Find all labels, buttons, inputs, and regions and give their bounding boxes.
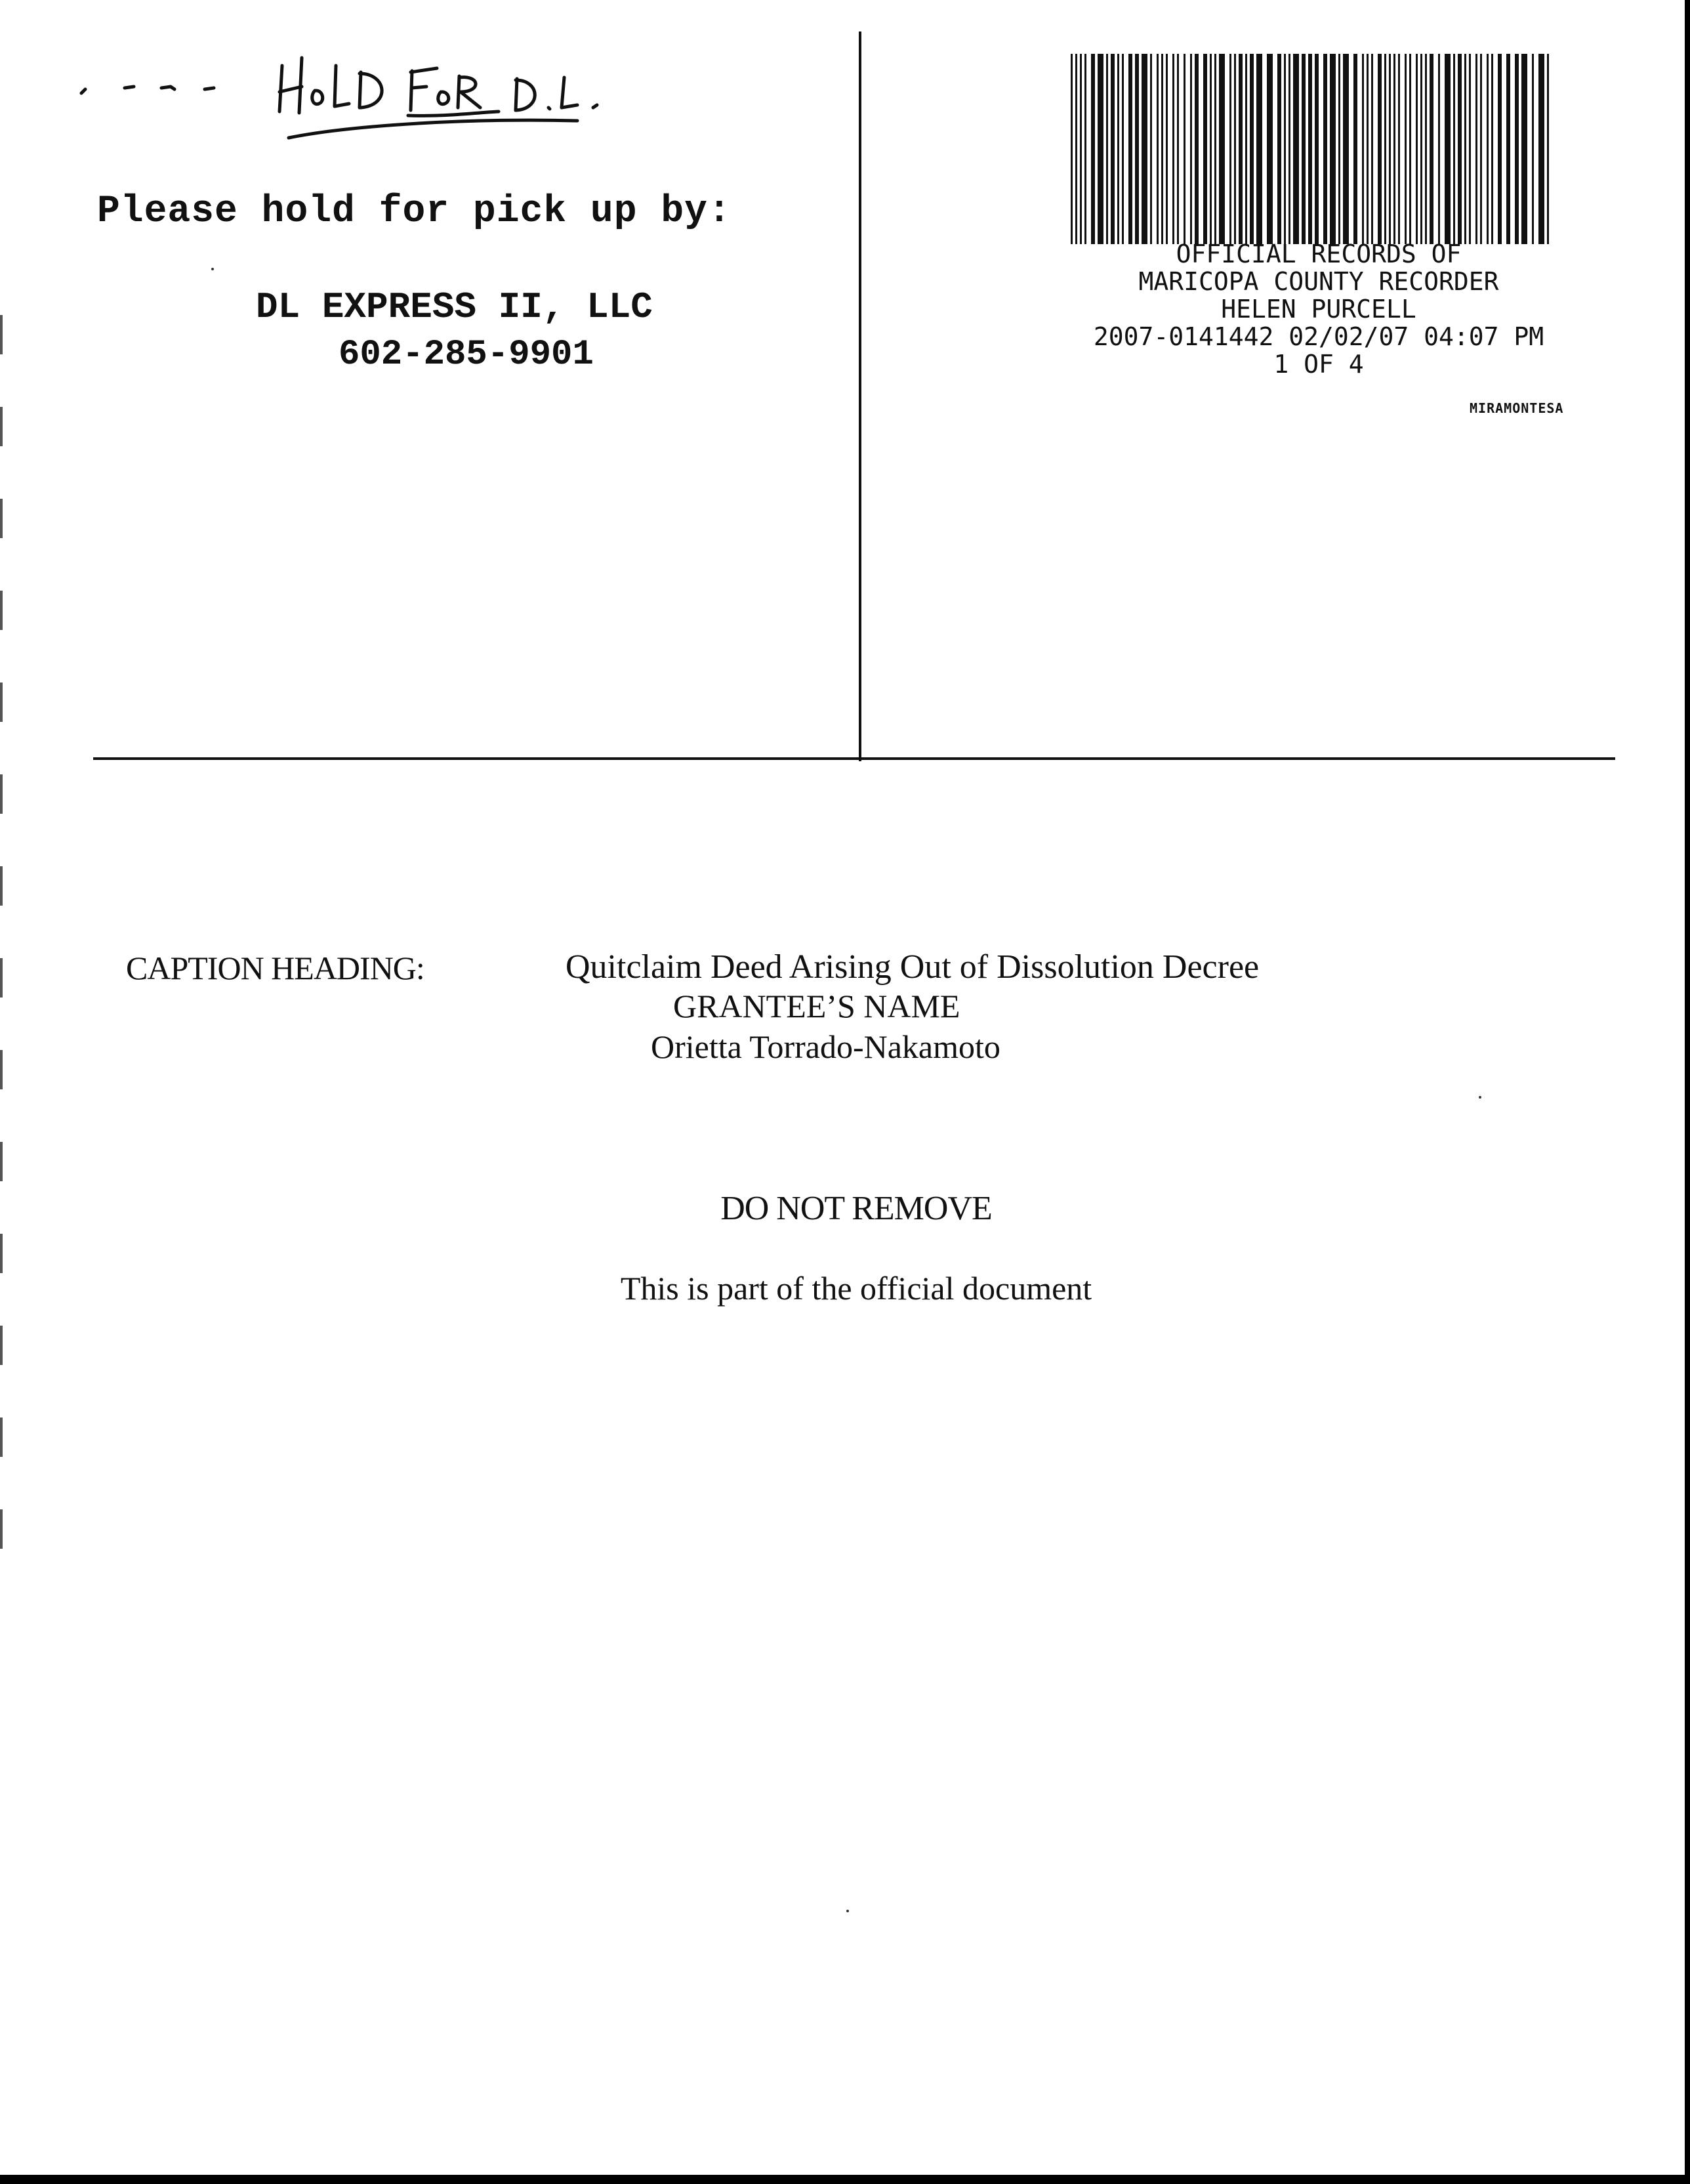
scan-edge-left-marks <box>0 315 3 1562</box>
barcode-bar <box>1475 54 1477 244</box>
barcode-bar <box>1091 54 1095 244</box>
official-document-note: This is part of the official document <box>620 1270 1092 1307</box>
barcode-bar <box>1150 54 1152 244</box>
recorder-stamp <box>1023 240 1614 378</box>
company-phone: 602-285-9901 <box>339 335 594 375</box>
barcode-bar <box>1166 54 1168 244</box>
barcode-bar <box>1343 54 1349 244</box>
barcode-bar <box>1521 54 1527 244</box>
recorder-line-page-count: 1 OF 4 <box>1273 350 1364 379</box>
barcode-bar <box>1469 54 1471 244</box>
barcode-bar <box>1515 54 1519 244</box>
do-not-remove-notice: DO NOT REMOVE <box>720 1190 992 1227</box>
hold-for-pickup-label: Please hold for pick up by: <box>97 190 732 233</box>
barcode-bar <box>1293 54 1299 244</box>
barcode-bar <box>1302 54 1306 244</box>
barcode-bar <box>1157 54 1159 244</box>
barcode-bar <box>1425 54 1427 244</box>
barcode-bar <box>1234 54 1236 244</box>
barcode-bar <box>1458 54 1462 244</box>
barcode-bar <box>1532 54 1534 244</box>
barcode-bar <box>1315 54 1319 244</box>
barcode-bar <box>1491 54 1493 244</box>
barcode-bar <box>1172 54 1174 244</box>
barcode-bar <box>1284 54 1286 244</box>
barcode-bar <box>1084 54 1086 244</box>
barcode-bar <box>1190 54 1192 244</box>
barcode-bar <box>1338 54 1340 244</box>
recorder-line-county: MARICOPA COUNTY RECORDER <box>1138 267 1499 296</box>
horizontal-divider <box>93 757 1615 760</box>
scan-speck <box>1479 1096 1481 1099</box>
barcode-bar <box>1389 54 1391 244</box>
barcode-bar <box>1498 54 1502 244</box>
recording-barcode <box>1071 54 1550 244</box>
caption-title: Quitclaim Deed Arising Out of Dissolution Decree <box>566 948 1260 986</box>
barcode-bar <box>1184 54 1185 244</box>
barcode-bar <box>1203 54 1207 244</box>
barcode-bar <box>1464 54 1466 244</box>
barcode-bar <box>1177 54 1179 244</box>
barcode-bar <box>1098 54 1103 244</box>
barcode-bar <box>1117 54 1119 244</box>
barcode-bar <box>1362 54 1364 244</box>
barcode-bar <box>1288 54 1290 244</box>
barcode-bar <box>1161 54 1163 244</box>
barcode-bar <box>1378 54 1382 244</box>
barcode-bar <box>1547 54 1549 244</box>
barcode-bar <box>1330 54 1336 244</box>
recorder-line-record-number: 2007-0141442 02/02/07 04:07 PM <box>1093 322 1544 351</box>
barcode-bar <box>1250 54 1254 244</box>
barcode-bar <box>1277 54 1281 244</box>
scan-edge-right <box>1685 0 1690 2184</box>
barcode-bar <box>1371 54 1373 244</box>
barcode-bar <box>1420 54 1422 244</box>
barcode-bar <box>1409 54 1411 244</box>
vertical-divider <box>859 32 861 761</box>
barcode-bar <box>1195 54 1199 244</box>
scan-speck <box>846 1910 849 1912</box>
scan-edge-bottom <box>0 2175 1690 2184</box>
barcode-bar <box>1245 54 1247 244</box>
barcode-bar <box>1256 54 1262 244</box>
barcode-bar <box>1210 54 1212 244</box>
barcode-bar <box>1353 54 1357 244</box>
barcode-bar <box>1438 54 1440 244</box>
barcode-bar <box>1111 54 1115 244</box>
barcode-bar <box>1453 54 1455 244</box>
barcode-bar <box>1308 54 1312 244</box>
barcode-bar <box>1480 54 1482 244</box>
barcode-bar <box>1393 54 1395 244</box>
barcode-bar <box>1128 54 1132 244</box>
barcode-bar <box>1367 54 1369 244</box>
barcode-bar <box>1398 54 1400 244</box>
barcode-bar <box>1135 54 1139 244</box>
grantee-name: Orietta Torrado-Nakamoto <box>651 1028 1000 1065</box>
barcode-bar <box>1430 54 1433 244</box>
barcode-bar <box>1538 54 1544 244</box>
barcode-bar <box>1416 54 1418 244</box>
recorder-line-official: OFFICIAL RECORDS OF <box>1176 240 1462 268</box>
barcode-bar <box>1267 54 1273 244</box>
barcode-bar <box>1080 54 1082 244</box>
barcode-bar <box>1214 54 1216 244</box>
barcode-bar <box>1122 54 1124 244</box>
barcode-bar <box>1106 54 1108 244</box>
barcode-bar <box>1323 54 1327 244</box>
barcode-bar <box>1405 54 1407 244</box>
barcode-bar <box>1219 54 1225 244</box>
barcode-bar <box>1142 54 1147 244</box>
barcode-bar <box>1239 54 1243 244</box>
barcode-bar <box>1487 54 1489 244</box>
barcode-bar <box>1229 54 1231 244</box>
company-name: DL EXPRESS II, LLC <box>256 286 653 328</box>
barcode-bar <box>1506 54 1510 244</box>
recorder-clerk-id: MIRAMONTESA <box>1470 400 1564 416</box>
recorder-line-recorder-name: HELEN PURCELL <box>1221 295 1416 324</box>
barcode-bar <box>1384 54 1386 244</box>
barcode-bar <box>1075 54 1077 244</box>
barcode-bar <box>1071 54 1073 244</box>
caption-heading-label: CAPTION HEADING: <box>126 950 424 986</box>
scan-speck <box>211 268 214 270</box>
grantee-label: GRANTEE’S NAME <box>673 988 960 1024</box>
barcode-bar <box>1445 54 1451 244</box>
handwritten-hold-note <box>79 39 669 144</box>
